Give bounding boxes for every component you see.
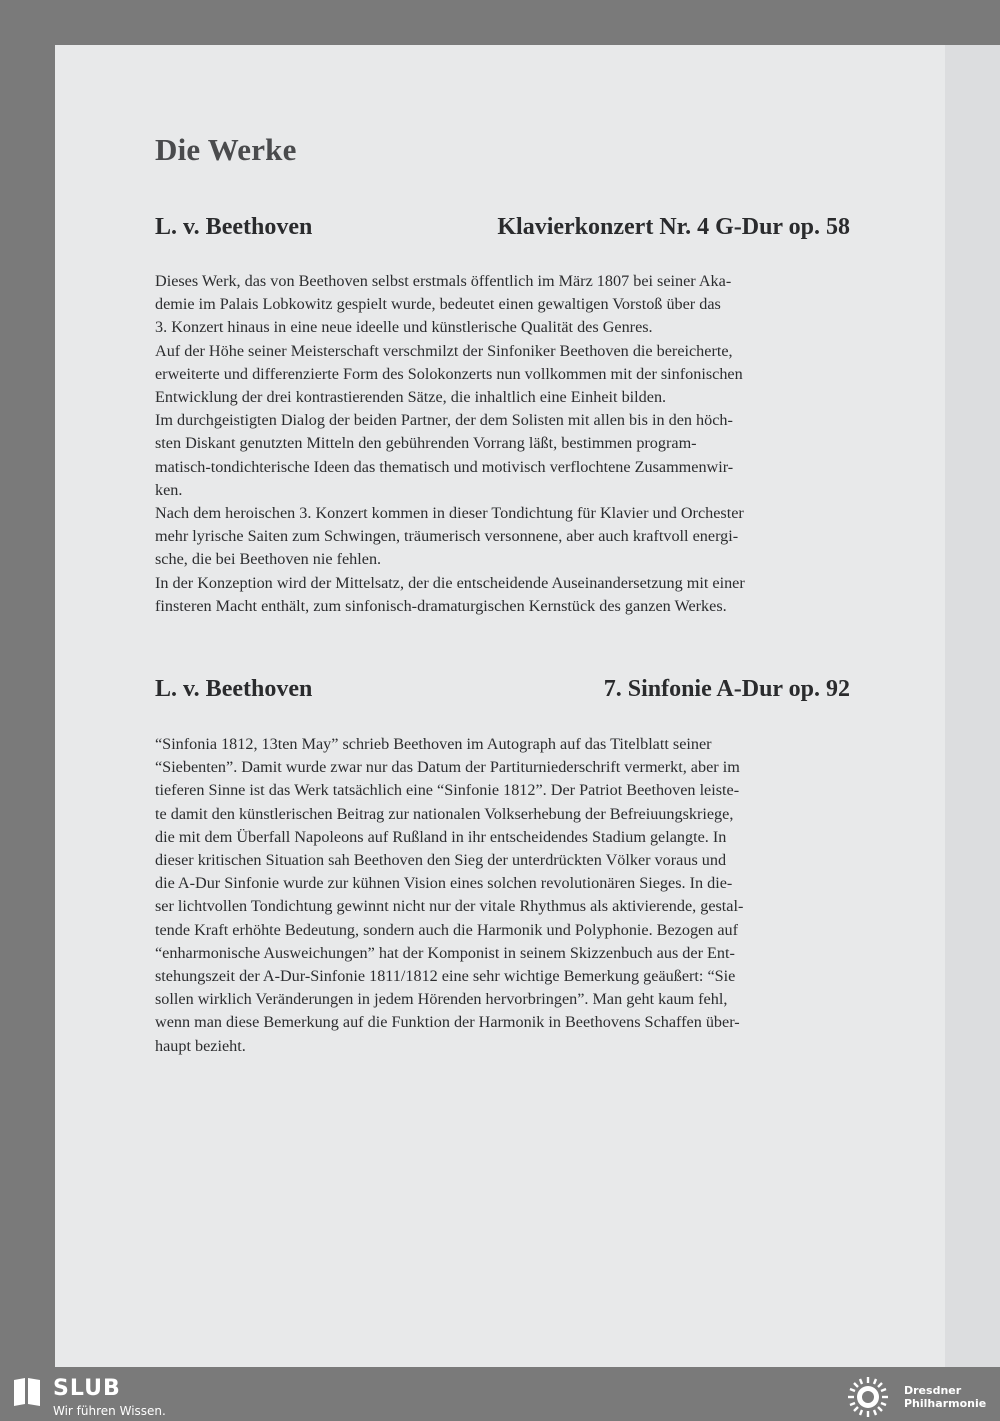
text-line: ser lichtvollen Tondichtung gewinnt nicht nur der vitale Rhythmus als aktivierende, gestal- — [155, 897, 744, 916]
text-line: Im durchgeistigten Dialog der beiden Partner, der dem Solisten mit allen bis in den höch- — [155, 411, 733, 430]
text-line: mehr lyrische Saiten zum Schwingen, träumerisch versonnene, aber auch kraftvoll energi- — [155, 527, 739, 546]
slub-book-icon — [12, 1376, 42, 1408]
text-line: stehungszeit der A-Dur-Sinfonie 1811/1812 eine sehr wichtige Bemerkung geäußert: “Sie — [155, 967, 736, 986]
text-line: In der Konzeption wird der Mittelsatz, der die entscheidende Auseinandersetzung mit einer — [155, 573, 745, 592]
text-line: sollen wirklich Veränderungen in jedem Hörenden hervorbringen”. Man geht kaum fehl, — [155, 990, 728, 1009]
philharmonie-sun-icon — [842, 1375, 894, 1419]
work-title: 7. Sinfonie A-Dur op. 92 — [603, 676, 850, 702]
text-line: sten Diskant genutzten Mitteln den gebührenden Vorrang läßt, bestimmen program- — [155, 434, 697, 453]
text-line: “enharmonische Ausweichungen” hat der Komponist in seinem Skizzenbuch aus der Ent- — [155, 943, 735, 962]
composer-name: L. v. Beethoven — [155, 676, 313, 702]
text-line: wenn man diese Bemerkung auf die Funktion der Harmonik in Beethovens Schaffen über- — [155, 1013, 740, 1032]
text-line: Dieses Werk, das von Beethoven selbst erstmals öffentlich im März 1807 bei seiner Aka- — [155, 272, 732, 290]
text-line: Entwicklung der drei kontrastierenden Sätze, die inhaltlich eine Einheit bilden. — [155, 388, 667, 407]
section-text-piano-concerto — [155, 270, 857, 618]
text-line: die A-Dur Sinfonie wurde zur kühnen Vision eines solchen revolutionären Sieges. In die- — [155, 874, 733, 893]
text-line: te damit den künstlerischen Beitrag zur nationalen Volkserhebung der Befreiuungskriege, — [155, 804, 734, 823]
text-line: haupt bezieht. — [155, 1036, 246, 1055]
text-line: finsteren Macht enthält, zum sinfonisch-dramaturgischen Kernstück des ganzen Werkes. — [155, 596, 727, 615]
text-line: sche, die bei Beethoven nie fehlen. — [155, 550, 382, 569]
philharmonie-line-1: Dresdner — [904, 1384, 962, 1397]
slub-tagline: Wir führen Wissen. — [53, 1404, 166, 1418]
text-line: demie im Palais Lobkowitz gespielt wurde, bedeutet einen gewaltigen Vorstoß über das — [155, 295, 721, 314]
text-line: die mit dem Überfall Napoleons auf Rußland in ihr entscheidendes Stadium gelangte. In — [155, 827, 727, 846]
text-line: ken. — [155, 480, 183, 499]
next-page-edge — [945, 45, 1000, 1367]
text-line: “Sinfonia 1812, 13ten May” schrieb Beethoven im Autograph auf das Titelblatt seiner — [155, 735, 712, 753]
philharmonie-logo-text — [904, 1384, 986, 1410]
philharmonie-line-2: Philharmonie — [904, 1397, 987, 1410]
text-line: Nach dem heroischen 3. Konzert kommen in dieser Tondichtung für Klavier und Orchester — [155, 504, 744, 523]
composer-name: L. v. Beethoven — [155, 214, 313, 240]
section-heading-piano-concerto — [155, 214, 850, 241]
text-line: 3. Konzert hinaus in eine neue ideelle und künstlerische Qualität des Genres. — [155, 318, 653, 337]
text-line: dieser kritischen Situation sah Beethoven den Sieg der unterdrückten Völker voraus und — [155, 851, 727, 870]
text-line: tende Kraft erhöhte Bedeutung, sondern auch die Harmonik und Polyphonie. Bezogen auf — [155, 920, 739, 939]
work-title: Klavierkonzert Nr. 4 G-Dur op. 58 — [497, 214, 850, 240]
text-line: “Siebenten”. Damit wurde zwar nur das Datum der Partiturniederschrift vermerkt, aber im — [155, 758, 740, 777]
text-line: matisch-tondichterische Ideen das thematisch und motivisch verflochtene Zusammenwir- — [155, 457, 734, 476]
text-line: erweiterte und differenzierte Form des Solokonzerts nun vollkommen mit der sinfonischen — [155, 364, 743, 383]
section-text-symphony — [155, 733, 857, 1058]
slub-logo-text: SLUB — [53, 1376, 121, 1401]
section-heading-symphony — [155, 676, 850, 703]
text-line: tieferen Sinne ist das Werk tatsächlich eine “Sinfonie 1812”. Der Patriot Beethoven leiste- — [155, 781, 740, 800]
page-title: Die Werke — [155, 132, 297, 167]
text-line: Auf der Höhe seiner Meisterschaft verschmilzt der Sinfoniker Beethoven die bereicherte, — [155, 341, 733, 360]
document-page — [55, 45, 945, 1367]
footer-bar — [0, 1370, 1000, 1421]
